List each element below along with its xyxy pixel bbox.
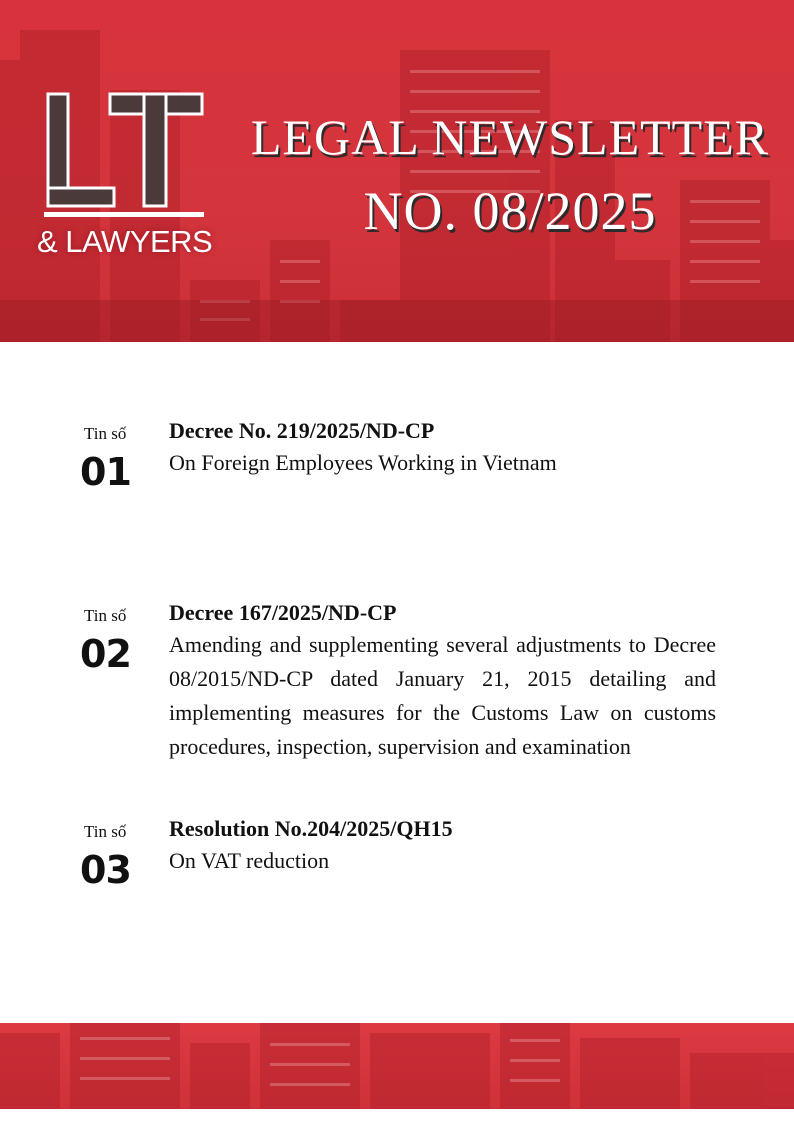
header-banner	[0, 0, 794, 342]
item-label: Tin số	[84, 606, 127, 625]
item-number: 02	[80, 632, 131, 676]
city-skyline-footer	[0, 1023, 794, 1109]
lt-monogram	[40, 88, 206, 218]
item-label: Tin số	[84, 822, 127, 841]
item-title[interactable]: Decree No. 219/2025/ND-CP	[169, 418, 435, 443]
item-description: On Foreign Employees Working in Vietnam	[169, 450, 557, 475]
item-title[interactable]: Decree 167/2025/ND-CP	[169, 600, 397, 625]
item-description: Amending and supplementing several adjustments to Decree 08/2015/ND-CP dated January 21, 2015 detailing and implementing measures for the Customs Law on customs procedures, inspection, supervision and examination	[169, 632, 716, 759]
footer-banner	[0, 1023, 794, 1109]
item-number: 01	[80, 450, 131, 494]
item-label: Tin số	[84, 424, 127, 443]
logo-subtitle: & LAWYERS	[37, 224, 213, 259]
item-description: On VAT reduction	[169, 848, 330, 873]
item-title[interactable]: Resolution No.204/2025/QH15	[169, 816, 453, 841]
firm-logo	[34, 88, 213, 268]
newsletter-number: NO. 08/2025	[363, 181, 657, 241]
item-number: 03	[80, 848, 131, 892]
newsletter-title: LEGAL NEWSLETTER	[250, 109, 770, 165]
